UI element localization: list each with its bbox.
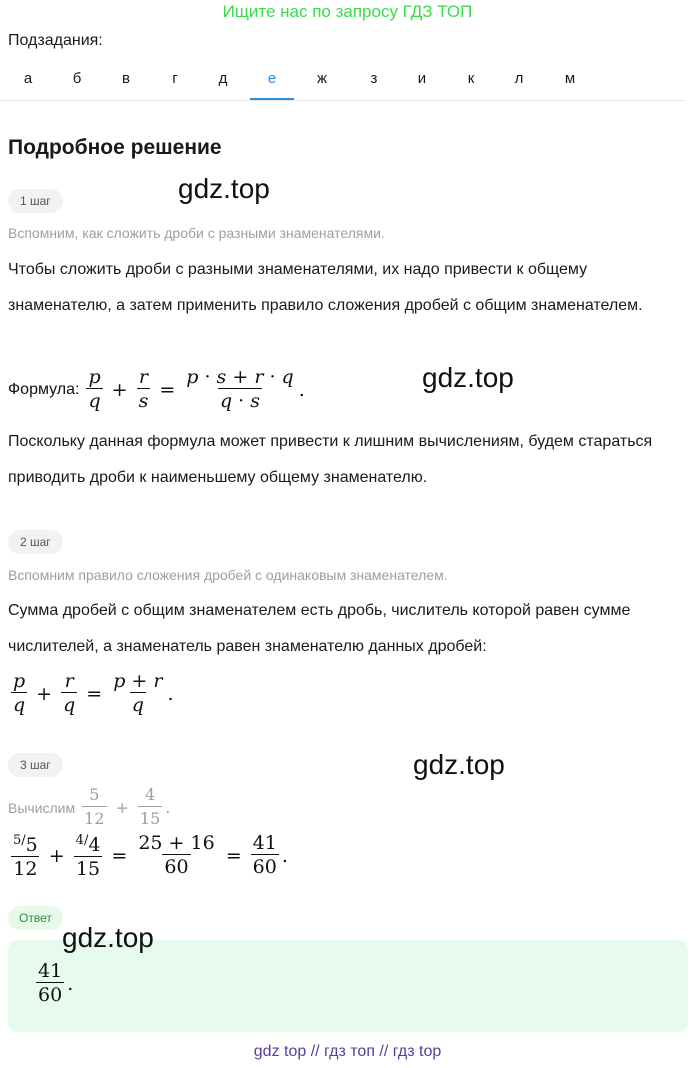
tab-i[interactable]: и <box>417 70 427 87</box>
step-3-hint-text: Вычислим <box>8 799 76 816</box>
mult-2: 4/ <box>75 833 89 848</box>
result-num: 41 <box>252 832 277 854</box>
answer-den: 60 <box>38 984 63 1006</box>
tab-b[interactable]: б <box>72 70 82 87</box>
sum-den: 60 <box>164 856 189 878</box>
hint-frac-1-num: 5 <box>89 785 100 804</box>
step-3-hint: Вычислим $\frac{5}{12}$ + $\frac{4}{15}$ . <box>8 784 170 831</box>
sum-num: 25 + 16 <box>138 832 215 854</box>
tab-m[interactable]: м <box>564 70 576 87</box>
calc-frac-1-num: 5 <box>25 834 38 856</box>
result-den: 60 <box>252 856 277 878</box>
solution-heading: Подробное решение <box>8 136 222 159</box>
answer-value: $\frac{41}{60}$ . <box>38 960 74 1006</box>
watermark: gdz.top <box>178 173 270 204</box>
step-1-badge: 1 шаг <box>8 189 63 213</box>
step-3-badge: 3 шаг <box>8 753 63 777</box>
tab-g[interactable]: г <box>172 70 178 87</box>
tab-l[interactable]: л <box>514 70 524 87</box>
hint-frac-2-num: 4 <box>144 785 156 804</box>
sum-formula-common: $\frac{p}{q}$ + $\frac{r}{q}$ = $\frac{p + r}{q}$ . <box>13 670 174 716</box>
subtask-tabs <box>0 60 686 101</box>
step-1-hint: Вспомним, как сложить дроби с разными знаменателями. <box>8 225 385 241</box>
tab-a[interactable]: а <box>23 70 33 87</box>
hint-frac-2-den: 15 <box>138 806 162 831</box>
watermark: gdz.top <box>413 749 505 780</box>
calc-frac-2-den: 15 <box>75 858 101 880</box>
step-2-badge: 2 шаг <box>8 530 63 554</box>
hint-frac-1-den: 12 <box>82 806 106 831</box>
watermark: gdz.top <box>62 922 154 953</box>
tab-v[interactable]: в <box>122 70 130 87</box>
subtasks-title: Подзадания: <box>8 32 103 49</box>
step-2-text: Сумма дробей с общим знаменателем есть дробь, числитель которой равен сумме числителей, а знаменатель равен знаменателю данных дробей: <box>8 602 631 655</box>
calc-frac-1-den: 12 <box>13 858 38 880</box>
calc-frac-2-num: 4 <box>88 834 101 856</box>
sum-formula-general: Формула: $\frac{p}{q}$ + $\frac{r}{s}$ = $\frac{p \cdot s + r \cdot q}{q \cdot s}$ . <box>8 366 305 412</box>
footer-links[interactable]: gdz top // гдз топ // гдз top <box>253 1043 442 1060</box>
answer-badge: Ответ <box>8 906 63 930</box>
tab-e[interactable]: е <box>250 60 294 100</box>
step-1-text-2: Поскольку данная формула может привести к лишним вычислениям, будем стараться приводить дроби к наименьшему общему знаменателю. <box>8 433 653 486</box>
step-3-calculation: $\frac{^{5/}5}{12}$ + $\frac{^{4/}4}{15}$ = $\frac{25 + 16}{60}$ = $\frac{41}{60}$ . <box>13 832 288 880</box>
watermark: gdz.top <box>422 362 514 393</box>
answer-num: 41 <box>38 960 63 982</box>
step-1-text: Чтобы сложить дроби с разными знаменателями, их надо привести к общему знаменателю, а затем применить правило сложения дробей с общим знаменателем. <box>8 261 643 314</box>
promo-banner[interactable]: Ищите нас по запросу ГДЗ ТОП <box>222 2 473 21</box>
step-2-hint: Вспомним правило сложения дробей с одинаковым знаменателем. <box>8 567 448 583</box>
formula-label: Формула: <box>8 380 80 398</box>
tab-d[interactable]: д <box>218 70 228 87</box>
tab-zh[interactable]: ж <box>316 70 328 87</box>
mult-1: 5/ <box>13 833 26 848</box>
tab-z[interactable]: з <box>370 70 378 87</box>
tab-k[interactable]: к <box>467 70 475 87</box>
